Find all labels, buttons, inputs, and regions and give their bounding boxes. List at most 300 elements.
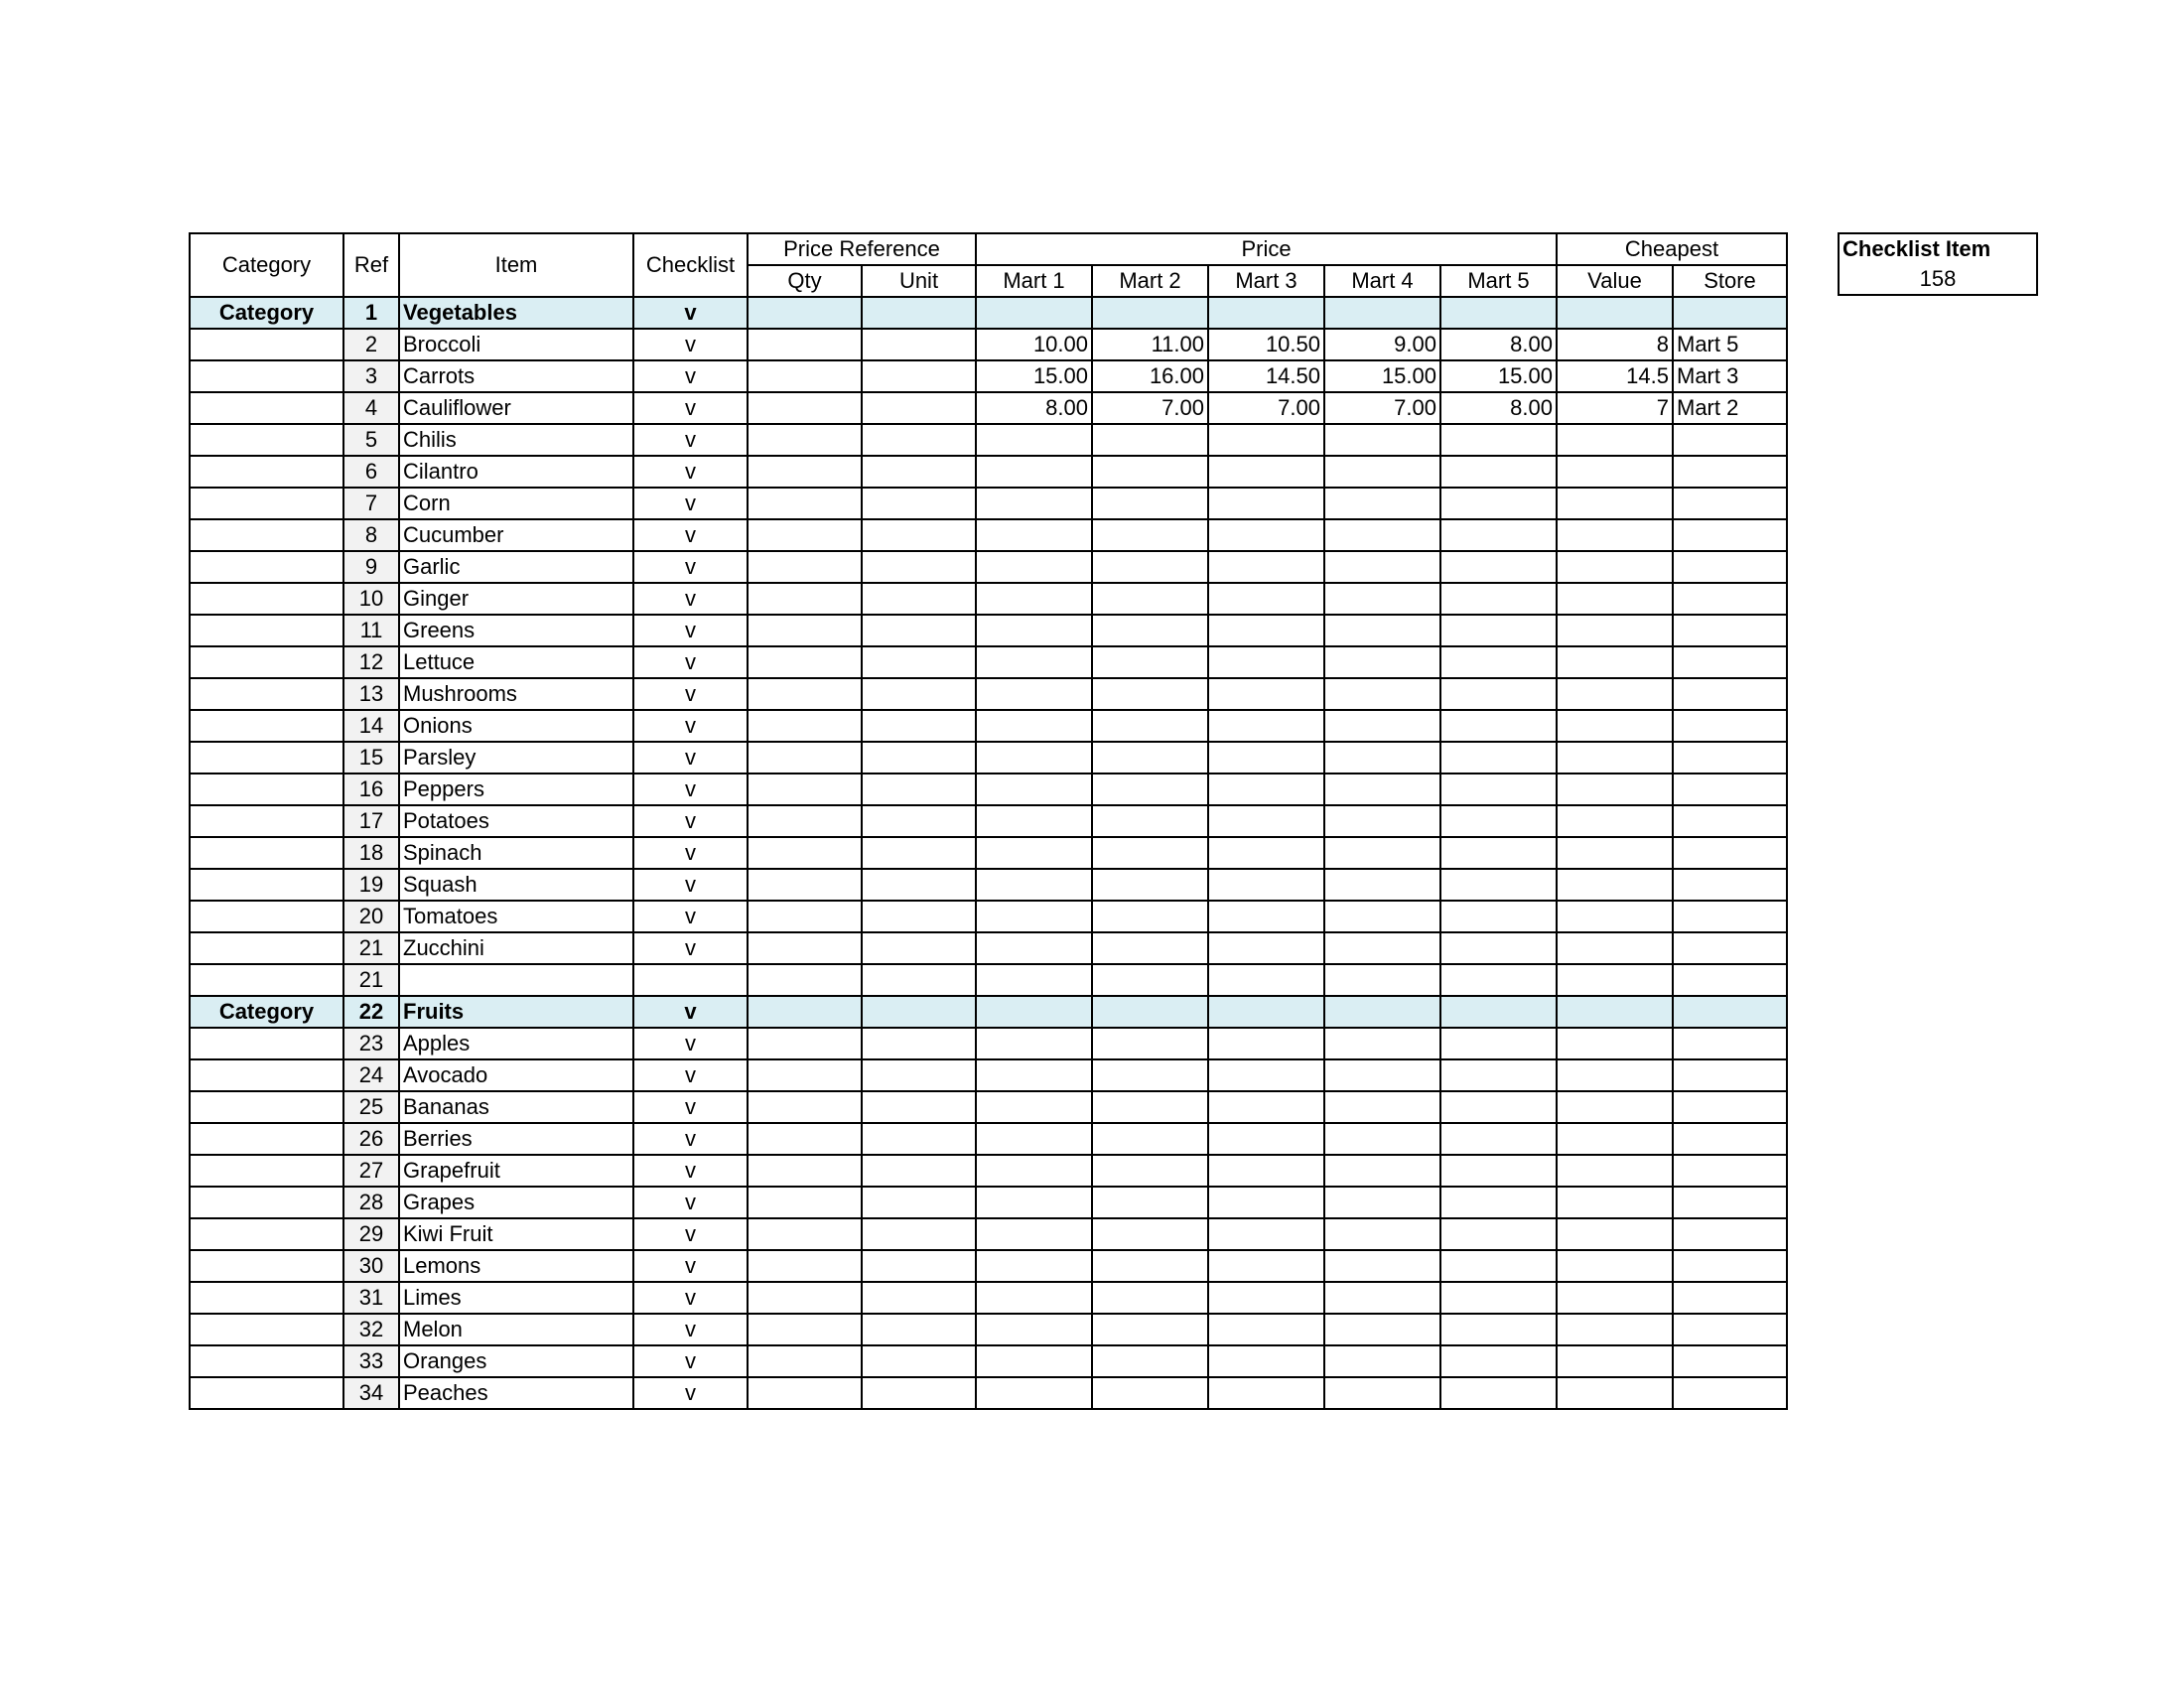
price-mart-4-cell[interactable] xyxy=(1324,646,1440,678)
cheapest-store-cell[interactable] xyxy=(1673,678,1787,710)
price-mart-5-cell[interactable] xyxy=(1440,774,1557,805)
checklist-cell[interactable]: v xyxy=(633,996,748,1028)
price-mart-1-cell[interactable] xyxy=(976,1282,1092,1314)
price-mart-4-cell[interactable] xyxy=(1324,1187,1440,1218)
price-mart-5-cell[interactable] xyxy=(1440,519,1557,551)
unit-cell[interactable] xyxy=(862,1314,976,1345)
qty-cell[interactable] xyxy=(748,774,862,805)
price-mart-2-cell[interactable] xyxy=(1092,805,1208,837)
category-cell[interactable] xyxy=(190,805,343,837)
cheapest-value-cell[interactable] xyxy=(1557,1345,1673,1377)
price-mart-5-cell[interactable] xyxy=(1440,742,1557,774)
item-cell[interactable]: Broccoli xyxy=(399,329,633,360)
category-cell[interactable] xyxy=(190,519,343,551)
category-cell[interactable] xyxy=(190,901,343,932)
category-cell[interactable]: Category xyxy=(190,996,343,1028)
ref-cell[interactable]: 23 xyxy=(343,1028,399,1059)
cheapest-store-cell[interactable] xyxy=(1673,488,1787,519)
category-cell[interactable] xyxy=(190,456,343,488)
cheapest-store-cell[interactable] xyxy=(1673,996,1787,1028)
unit-cell[interactable] xyxy=(862,1123,976,1155)
cheapest-value-cell[interactable] xyxy=(1557,678,1673,710)
cheapest-store-cell[interactable] xyxy=(1673,1377,1787,1409)
cheapest-value-cell[interactable] xyxy=(1557,710,1673,742)
qty-cell[interactable] xyxy=(748,424,862,456)
ref-cell[interactable]: 15 xyxy=(343,742,399,774)
unit-cell[interactable] xyxy=(862,583,976,615)
item-cell[interactable]: Bananas xyxy=(399,1091,633,1123)
ref-cell[interactable]: 33 xyxy=(343,1345,399,1377)
price-mart-1-cell[interactable]: 15.00 xyxy=(976,360,1092,392)
price-mart-2-cell[interactable] xyxy=(1092,837,1208,869)
cheapest-store-cell[interactable] xyxy=(1673,869,1787,901)
price-mart-5-cell[interactable]: 8.00 xyxy=(1440,392,1557,424)
ref-cell[interactable]: 28 xyxy=(343,1187,399,1218)
cheapest-store-cell[interactable] xyxy=(1673,519,1787,551)
unit-cell[interactable] xyxy=(862,805,976,837)
qty-cell[interactable] xyxy=(748,1218,862,1250)
unit-cell[interactable] xyxy=(862,329,976,360)
price-mart-1-cell[interactable] xyxy=(976,742,1092,774)
price-mart-2-cell[interactable] xyxy=(1092,1218,1208,1250)
ref-cell[interactable]: 20 xyxy=(343,901,399,932)
price-mart-2-cell[interactable] xyxy=(1092,932,1208,964)
unit-cell[interactable] xyxy=(862,615,976,646)
checklist-cell[interactable]: v xyxy=(633,1282,748,1314)
item-cell[interactable]: Ginger xyxy=(399,583,633,615)
cheapest-store-cell[interactable]: Mart 3 xyxy=(1673,360,1787,392)
checklist-cell[interactable]: v xyxy=(633,1345,748,1377)
price-mart-5-cell[interactable] xyxy=(1440,932,1557,964)
category-cell[interactable] xyxy=(190,710,343,742)
price-mart-2-cell[interactable] xyxy=(1092,1377,1208,1409)
item-cell[interactable]: Parsley xyxy=(399,742,633,774)
price-mart-2-cell[interactable] xyxy=(1092,488,1208,519)
unit-cell[interactable] xyxy=(862,1282,976,1314)
cheapest-store-cell[interactable] xyxy=(1673,615,1787,646)
item-cell[interactable]: Oranges xyxy=(399,1345,633,1377)
cheapest-store-cell[interactable] xyxy=(1673,1059,1787,1091)
ref-cell[interactable]: 12 xyxy=(343,646,399,678)
cheapest-value-cell[interactable] xyxy=(1557,1282,1673,1314)
ref-cell[interactable]: 11 xyxy=(343,615,399,646)
qty-cell[interactable] xyxy=(748,901,862,932)
category-cell[interactable] xyxy=(190,1123,343,1155)
category-cell[interactable] xyxy=(190,551,343,583)
price-mart-3-cell[interactable] xyxy=(1208,488,1324,519)
category-cell[interactable] xyxy=(190,424,343,456)
cheapest-value-cell[interactable] xyxy=(1557,964,1673,996)
unit-cell[interactable] xyxy=(862,488,976,519)
cheapest-value-cell[interactable] xyxy=(1557,1187,1673,1218)
cheapest-value-cell[interactable] xyxy=(1557,901,1673,932)
qty-cell[interactable] xyxy=(748,392,862,424)
qty-cell[interactable] xyxy=(748,488,862,519)
unit-cell[interactable] xyxy=(862,901,976,932)
price-mart-5-cell[interactable] xyxy=(1440,456,1557,488)
price-mart-4-cell[interactable] xyxy=(1324,1282,1440,1314)
cheapest-value-cell[interactable] xyxy=(1557,456,1673,488)
checklist-cell[interactable]: v xyxy=(633,551,748,583)
ref-cell[interactable]: 6 xyxy=(343,456,399,488)
item-cell[interactable]: Lemons xyxy=(399,1250,633,1282)
cheapest-store-cell[interactable]: Mart 5 xyxy=(1673,329,1787,360)
cheapest-store-cell[interactable] xyxy=(1673,710,1787,742)
price-mart-1-cell[interactable] xyxy=(976,1218,1092,1250)
price-mart-5-cell[interactable] xyxy=(1440,297,1557,329)
price-mart-4-cell[interactable]: 7.00 xyxy=(1324,392,1440,424)
cheapest-value-cell[interactable]: 8 xyxy=(1557,329,1673,360)
price-mart-2-cell[interactable] xyxy=(1092,1123,1208,1155)
price-mart-3-cell[interactable] xyxy=(1208,869,1324,901)
price-mart-4-cell[interactable] xyxy=(1324,456,1440,488)
price-mart-5-cell[interactable]: 15.00 xyxy=(1440,360,1557,392)
ref-cell[interactable]: 5 xyxy=(343,424,399,456)
cheapest-value-cell[interactable] xyxy=(1557,869,1673,901)
cheapest-value-cell[interactable] xyxy=(1557,1028,1673,1059)
price-mart-5-cell[interactable] xyxy=(1440,583,1557,615)
item-cell[interactable]: Onions xyxy=(399,710,633,742)
price-mart-1-cell[interactable] xyxy=(976,996,1092,1028)
price-mart-1-cell[interactable] xyxy=(976,678,1092,710)
category-cell[interactable] xyxy=(190,329,343,360)
price-mart-3-cell[interactable] xyxy=(1208,519,1324,551)
cheapest-value-cell[interactable] xyxy=(1557,996,1673,1028)
price-mart-3-cell[interactable] xyxy=(1208,1218,1324,1250)
unit-cell[interactable] xyxy=(862,1187,976,1218)
ref-cell[interactable]: 9 xyxy=(343,551,399,583)
price-mart-1-cell[interactable] xyxy=(976,646,1092,678)
ref-cell[interactable]: 25 xyxy=(343,1091,399,1123)
price-mart-2-cell[interactable] xyxy=(1092,1091,1208,1123)
cheapest-store-cell[interactable] xyxy=(1673,805,1787,837)
price-mart-3-cell[interactable] xyxy=(1208,996,1324,1028)
ref-cell[interactable]: 24 xyxy=(343,1059,399,1091)
ref-cell[interactable]: 7 xyxy=(343,488,399,519)
price-mart-1-cell[interactable] xyxy=(976,583,1092,615)
unit-cell[interactable] xyxy=(862,1345,976,1377)
price-mart-4-cell[interactable] xyxy=(1324,901,1440,932)
qty-cell[interactable] xyxy=(748,360,862,392)
qty-cell[interactable] xyxy=(748,1123,862,1155)
cheapest-store-cell[interactable] xyxy=(1673,1250,1787,1282)
cheapest-value-cell[interactable] xyxy=(1557,742,1673,774)
item-cell[interactable]: Tomatoes xyxy=(399,901,633,932)
price-mart-4-cell[interactable] xyxy=(1324,615,1440,646)
price-mart-3-cell[interactable] xyxy=(1208,805,1324,837)
price-mart-5-cell[interactable] xyxy=(1440,1345,1557,1377)
cheapest-store-cell[interactable] xyxy=(1673,1187,1787,1218)
unit-cell[interactable] xyxy=(862,551,976,583)
price-mart-3-cell[interactable] xyxy=(1208,646,1324,678)
price-mart-1-cell[interactable] xyxy=(976,774,1092,805)
checklist-cell[interactable]: v xyxy=(633,615,748,646)
checklist-cell[interactable]: v xyxy=(633,1314,748,1345)
checklist-cell[interactable]: v xyxy=(633,360,748,392)
price-mart-5-cell[interactable] xyxy=(1440,615,1557,646)
category-cell[interactable] xyxy=(190,1091,343,1123)
checklist-cell[interactable]: v xyxy=(633,583,748,615)
checklist-cell[interactable]: v xyxy=(633,805,748,837)
cheapest-store-cell[interactable] xyxy=(1673,932,1787,964)
price-mart-1-cell[interactable] xyxy=(976,901,1092,932)
qty-cell[interactable] xyxy=(748,1250,862,1282)
price-mart-4-cell[interactable]: 15.00 xyxy=(1324,360,1440,392)
item-cell[interactable]: Fruits xyxy=(399,996,633,1028)
price-mart-2-cell[interactable] xyxy=(1092,646,1208,678)
checklist-cell[interactable]: v xyxy=(633,678,748,710)
item-cell[interactable]: Melon xyxy=(399,1314,633,1345)
category-cell[interactable] xyxy=(190,1028,343,1059)
cheapest-store-cell[interactable] xyxy=(1673,742,1787,774)
category-cell[interactable] xyxy=(190,615,343,646)
cheapest-value-cell[interactable]: 14.5 xyxy=(1557,360,1673,392)
unit-cell[interactable] xyxy=(862,519,976,551)
category-cell[interactable] xyxy=(190,742,343,774)
price-mart-4-cell[interactable] xyxy=(1324,488,1440,519)
item-cell[interactable]: Carrots xyxy=(399,360,633,392)
qty-cell[interactable] xyxy=(748,710,862,742)
checklist-cell[interactable]: v xyxy=(633,1123,748,1155)
ref-cell[interactable]: 13 xyxy=(343,678,399,710)
unit-cell[interactable] xyxy=(862,774,976,805)
qty-cell[interactable] xyxy=(748,1091,862,1123)
item-cell[interactable]: Spinach xyxy=(399,837,633,869)
price-mart-3-cell[interactable] xyxy=(1208,964,1324,996)
category-cell[interactable] xyxy=(190,392,343,424)
price-mart-5-cell[interactable] xyxy=(1440,805,1557,837)
price-mart-5-cell[interactable] xyxy=(1440,646,1557,678)
price-mart-3-cell[interactable] xyxy=(1208,837,1324,869)
cheapest-value-cell[interactable] xyxy=(1557,646,1673,678)
qty-cell[interactable] xyxy=(748,551,862,583)
price-mart-3-cell[interactable] xyxy=(1208,456,1324,488)
ref-cell[interactable]: 17 xyxy=(343,805,399,837)
qty-cell[interactable] xyxy=(748,869,862,901)
price-mart-3-cell[interactable]: 10.50 xyxy=(1208,329,1324,360)
price-mart-5-cell[interactable] xyxy=(1440,1028,1557,1059)
price-mart-2-cell[interactable] xyxy=(1092,1187,1208,1218)
price-mart-2-cell[interactable]: 16.00 xyxy=(1092,360,1208,392)
price-mart-2-cell[interactable] xyxy=(1092,424,1208,456)
ref-cell[interactable]: 14 xyxy=(343,710,399,742)
cheapest-value-cell[interactable] xyxy=(1557,583,1673,615)
qty-cell[interactable] xyxy=(748,805,862,837)
checklist-cell[interactable]: v xyxy=(633,1187,748,1218)
price-mart-2-cell[interactable] xyxy=(1092,583,1208,615)
price-mart-2-cell[interactable] xyxy=(1092,774,1208,805)
price-mart-4-cell[interactable] xyxy=(1324,710,1440,742)
price-mart-4-cell[interactable] xyxy=(1324,1028,1440,1059)
price-mart-2-cell[interactable] xyxy=(1092,964,1208,996)
ref-cell[interactable]: 26 xyxy=(343,1123,399,1155)
checklist-cell[interactable]: v xyxy=(633,456,748,488)
unit-cell[interactable] xyxy=(862,456,976,488)
price-mart-5-cell[interactable] xyxy=(1440,996,1557,1028)
cheapest-value-cell[interactable] xyxy=(1557,1377,1673,1409)
price-mart-1-cell[interactable] xyxy=(976,1155,1092,1187)
cheapest-value-cell[interactable] xyxy=(1557,805,1673,837)
price-mart-5-cell[interactable] xyxy=(1440,1059,1557,1091)
unit-cell[interactable] xyxy=(862,1155,976,1187)
qty-cell[interactable] xyxy=(748,456,862,488)
price-mart-1-cell[interactable] xyxy=(976,710,1092,742)
unit-cell[interactable] xyxy=(862,837,976,869)
price-mart-4-cell[interactable] xyxy=(1324,678,1440,710)
price-mart-1-cell[interactable] xyxy=(976,1187,1092,1218)
price-mart-3-cell[interactable] xyxy=(1208,774,1324,805)
qty-cell[interactable] xyxy=(748,742,862,774)
price-mart-3-cell[interactable] xyxy=(1208,1345,1324,1377)
price-mart-4-cell[interactable] xyxy=(1324,996,1440,1028)
checklist-cell[interactable]: v xyxy=(633,329,748,360)
price-mart-4-cell[interactable] xyxy=(1324,1250,1440,1282)
cheapest-store-cell[interactable] xyxy=(1673,551,1787,583)
item-cell[interactable]: Greens xyxy=(399,615,633,646)
ref-cell[interactable]: 21 xyxy=(343,964,399,996)
price-mart-2-cell[interactable] xyxy=(1092,1155,1208,1187)
item-cell[interactable]: Potatoes xyxy=(399,805,633,837)
item-cell[interactable]: Cilantro xyxy=(399,456,633,488)
item-cell[interactable]: Limes xyxy=(399,1282,633,1314)
price-mart-4-cell[interactable] xyxy=(1324,742,1440,774)
item-cell[interactable]: Mushrooms xyxy=(399,678,633,710)
price-mart-2-cell[interactable] xyxy=(1092,456,1208,488)
ref-cell[interactable]: 8 xyxy=(343,519,399,551)
price-mart-1-cell[interactable] xyxy=(976,1377,1092,1409)
cheapest-store-cell[interactable] xyxy=(1673,1282,1787,1314)
cheapest-value-cell[interactable]: 7 xyxy=(1557,392,1673,424)
category-cell[interactable] xyxy=(190,774,343,805)
qty-cell[interactable] xyxy=(748,329,862,360)
category-cell[interactable] xyxy=(190,1059,343,1091)
price-mart-1-cell[interactable] xyxy=(976,1091,1092,1123)
price-mart-2-cell[interactable] xyxy=(1092,710,1208,742)
item-cell[interactable]: Zucchini xyxy=(399,932,633,964)
category-cell[interactable] xyxy=(190,488,343,519)
checklist-cell[interactable]: v xyxy=(633,392,748,424)
qty-cell[interactable] xyxy=(748,964,862,996)
price-mart-2-cell[interactable] xyxy=(1092,1059,1208,1091)
ref-cell[interactable]: 3 xyxy=(343,360,399,392)
cheapest-value-cell[interactable] xyxy=(1557,774,1673,805)
ref-cell[interactable]: 27 xyxy=(343,1155,399,1187)
ref-cell[interactable]: 16 xyxy=(343,774,399,805)
price-mart-1-cell[interactable] xyxy=(976,964,1092,996)
cheapest-value-cell[interactable] xyxy=(1557,519,1673,551)
cheapest-store-cell[interactable] xyxy=(1673,1091,1787,1123)
category-cell[interactable] xyxy=(190,583,343,615)
qty-cell[interactable] xyxy=(748,1282,862,1314)
price-mart-5-cell[interactable] xyxy=(1440,1123,1557,1155)
checklist-cell[interactable]: v xyxy=(633,1377,748,1409)
qty-cell[interactable] xyxy=(748,583,862,615)
item-cell[interactable]: Chilis xyxy=(399,424,633,456)
category-cell[interactable] xyxy=(190,869,343,901)
cheapest-value-cell[interactable] xyxy=(1557,1123,1673,1155)
item-cell[interactable]: Avocado xyxy=(399,1059,633,1091)
qty-cell[interactable] xyxy=(748,1155,862,1187)
cheapest-store-cell[interactable] xyxy=(1673,774,1787,805)
category-cell[interactable] xyxy=(190,1250,343,1282)
price-mart-3-cell[interactable] xyxy=(1208,1123,1324,1155)
price-mart-2-cell[interactable] xyxy=(1092,297,1208,329)
unit-cell[interactable] xyxy=(862,1377,976,1409)
qty-cell[interactable] xyxy=(748,1377,862,1409)
item-cell[interactable]: Lettuce xyxy=(399,646,633,678)
price-mart-2-cell[interactable] xyxy=(1092,615,1208,646)
price-mart-5-cell[interactable] xyxy=(1440,964,1557,996)
item-cell[interactable]: Apples xyxy=(399,1028,633,1059)
price-mart-2-cell[interactable]: 7.00 xyxy=(1092,392,1208,424)
cheapest-store-cell[interactable]: Mart 2 xyxy=(1673,392,1787,424)
price-mart-1-cell[interactable] xyxy=(976,837,1092,869)
price-mart-1-cell[interactable] xyxy=(976,297,1092,329)
price-mart-2-cell[interactable] xyxy=(1092,1314,1208,1345)
price-mart-3-cell[interactable] xyxy=(1208,1028,1324,1059)
cheapest-value-cell[interactable] xyxy=(1557,424,1673,456)
price-mart-4-cell[interactable] xyxy=(1324,964,1440,996)
price-mart-5-cell[interactable] xyxy=(1440,1314,1557,1345)
checklist-cell[interactable] xyxy=(633,964,748,996)
summary-count[interactable]: 158 xyxy=(1839,264,2037,295)
checklist-cell[interactable]: v xyxy=(633,519,748,551)
category-cell[interactable] xyxy=(190,1282,343,1314)
checklist-cell[interactable]: v xyxy=(633,1028,748,1059)
checklist-cell[interactable]: v xyxy=(633,1218,748,1250)
unit-cell[interactable] xyxy=(862,360,976,392)
price-mart-3-cell[interactable] xyxy=(1208,424,1324,456)
price-mart-3-cell[interactable] xyxy=(1208,583,1324,615)
cheapest-value-cell[interactable] xyxy=(1557,551,1673,583)
ref-cell[interactable]: 1 xyxy=(343,297,399,329)
ref-cell[interactable]: 29 xyxy=(343,1218,399,1250)
ref-cell[interactable]: 31 xyxy=(343,1282,399,1314)
unit-cell[interactable] xyxy=(862,964,976,996)
price-mart-4-cell[interactable] xyxy=(1324,1059,1440,1091)
item-cell[interactable]: Squash xyxy=(399,869,633,901)
category-cell[interactable]: Category xyxy=(190,297,343,329)
ref-cell[interactable]: 21 xyxy=(343,932,399,964)
qty-cell[interactable] xyxy=(748,678,862,710)
price-mart-4-cell[interactable] xyxy=(1324,1218,1440,1250)
price-mart-5-cell[interactable] xyxy=(1440,869,1557,901)
price-mart-4-cell[interactable] xyxy=(1324,1345,1440,1377)
price-mart-5-cell[interactable] xyxy=(1440,1282,1557,1314)
item-cell[interactable]: Vegetables xyxy=(399,297,633,329)
cheapest-value-cell[interactable] xyxy=(1557,1314,1673,1345)
item-cell[interactable]: Peaches xyxy=(399,1377,633,1409)
ref-cell[interactable]: 2 xyxy=(343,329,399,360)
price-mart-1-cell[interactable] xyxy=(976,488,1092,519)
price-mart-2-cell[interactable] xyxy=(1092,551,1208,583)
cheapest-store-cell[interactable] xyxy=(1673,424,1787,456)
item-cell[interactable]: Peppers xyxy=(399,774,633,805)
unit-cell[interactable] xyxy=(862,424,976,456)
price-mart-4-cell[interactable] xyxy=(1324,932,1440,964)
price-mart-4-cell[interactable] xyxy=(1324,519,1440,551)
cheapest-store-cell[interactable] xyxy=(1673,1314,1787,1345)
checklist-cell[interactable]: v xyxy=(633,837,748,869)
price-mart-2-cell[interactable] xyxy=(1092,1345,1208,1377)
price-mart-3-cell[interactable] xyxy=(1208,1155,1324,1187)
price-mart-1-cell[interactable] xyxy=(976,551,1092,583)
price-mart-3-cell[interactable] xyxy=(1208,1187,1324,1218)
unit-cell[interactable] xyxy=(862,1250,976,1282)
price-mart-1-cell[interactable] xyxy=(976,805,1092,837)
unit-cell[interactable] xyxy=(862,742,976,774)
item-cell[interactable]: Cauliflower xyxy=(399,392,633,424)
